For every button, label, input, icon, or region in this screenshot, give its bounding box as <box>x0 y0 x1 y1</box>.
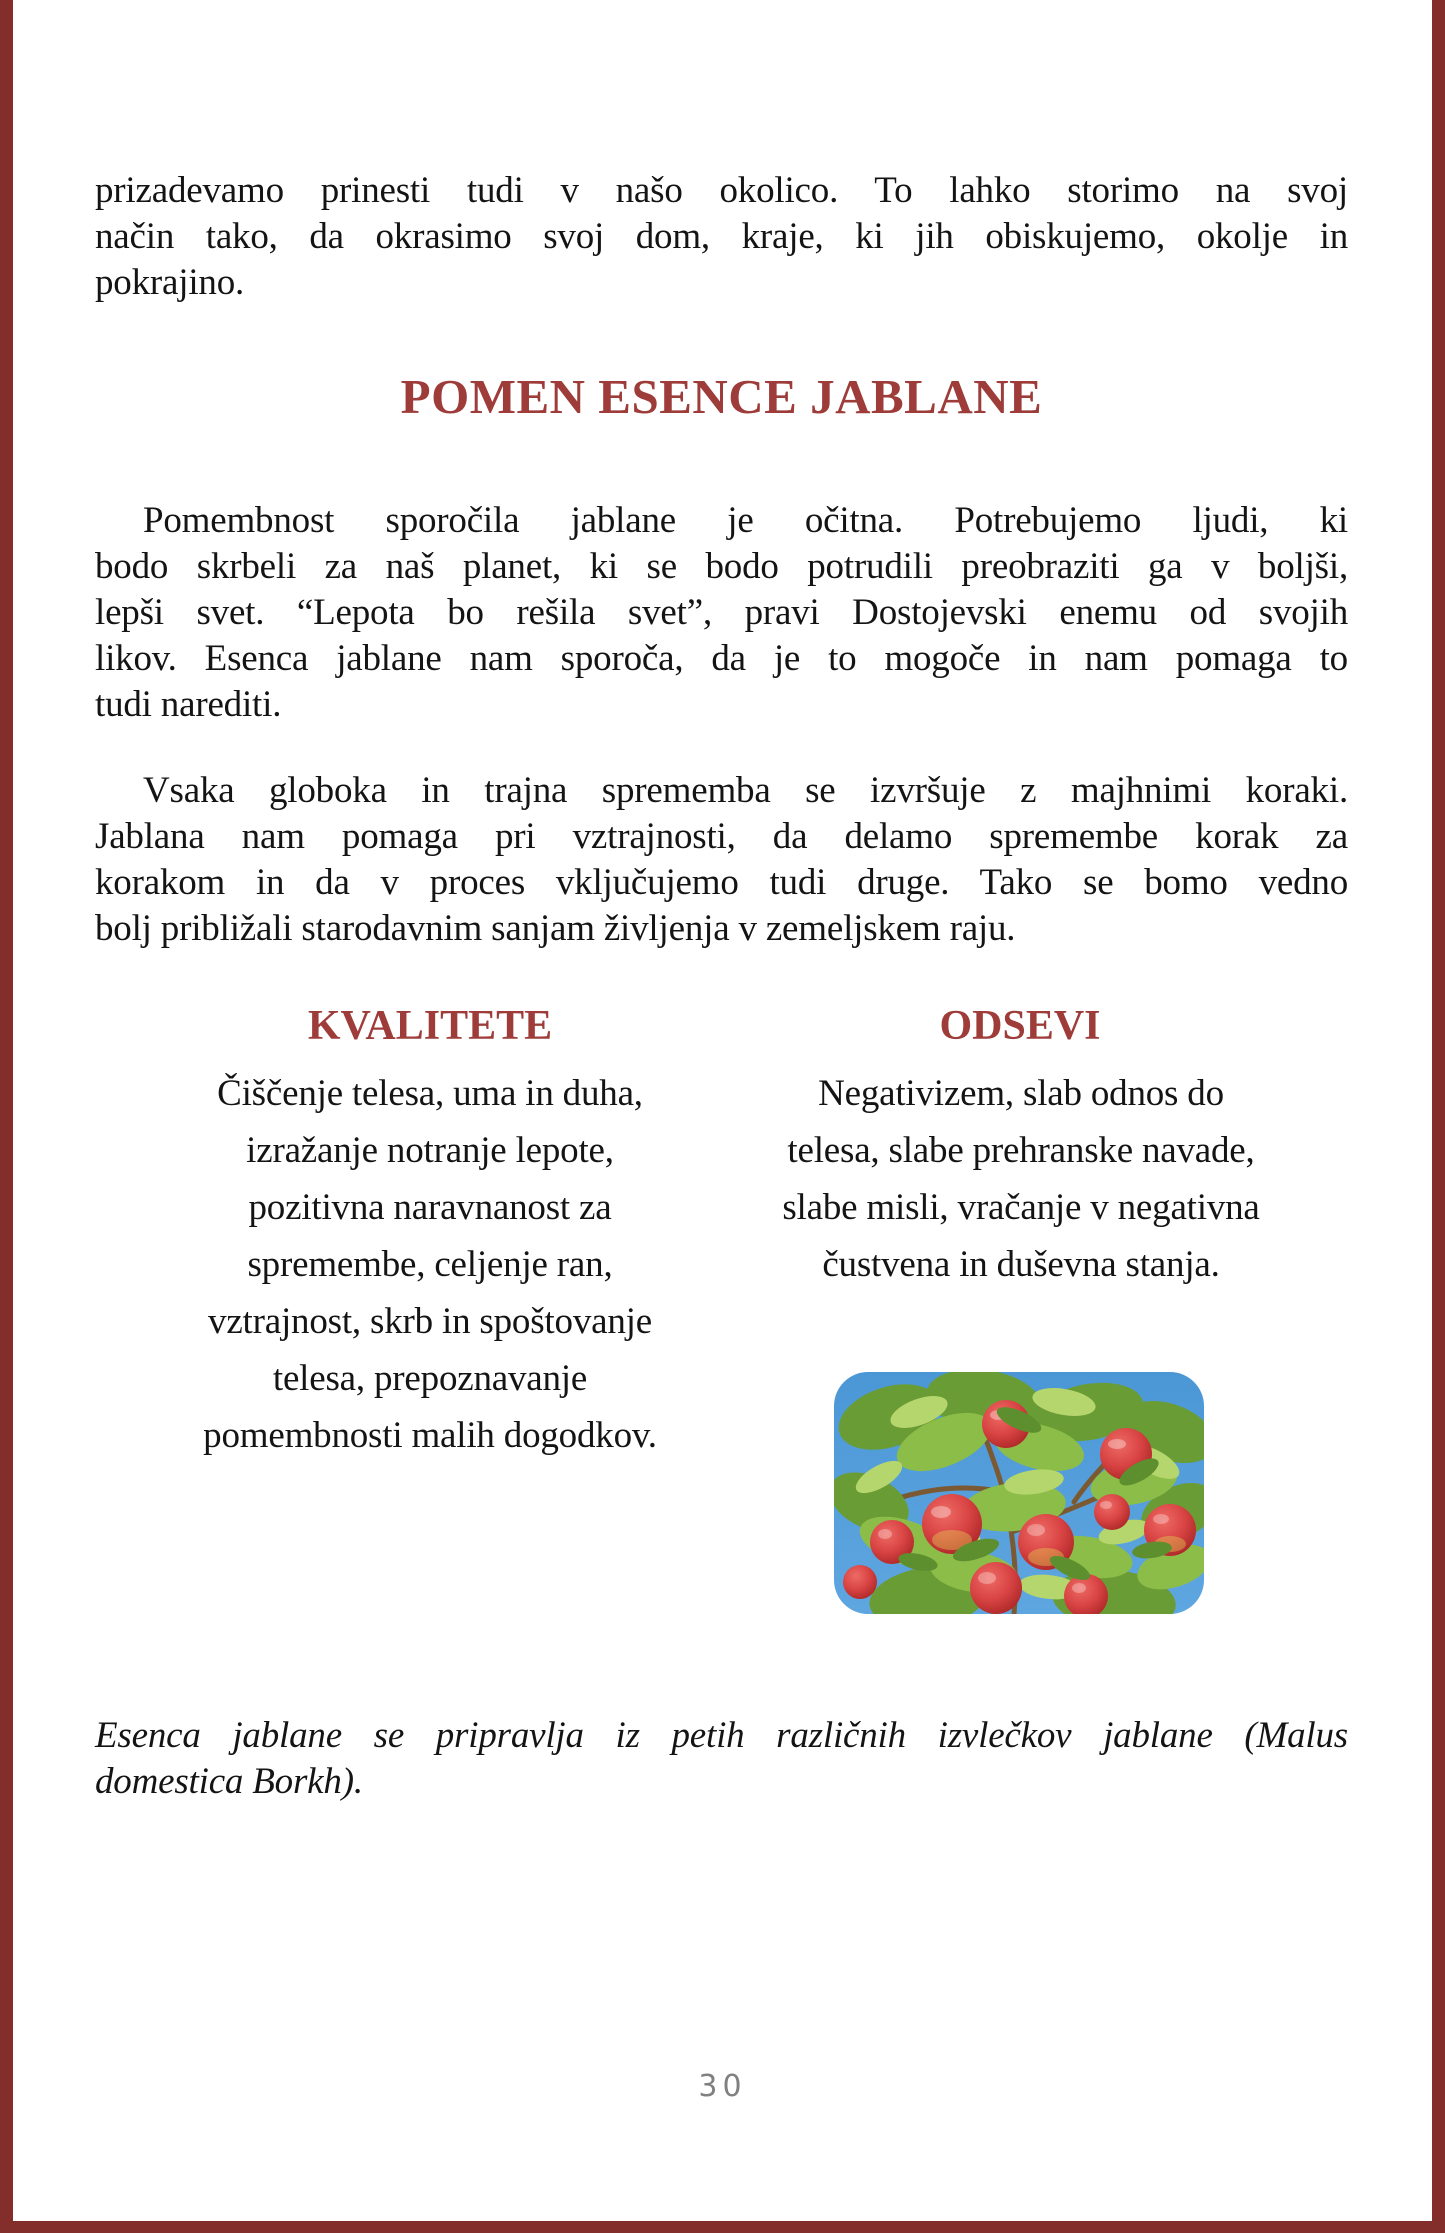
text-line: pomembnosti malih dogodkov. <box>203 1415 657 1456</box>
text-line: Čiščenje telesa, uma in duha, <box>217 1073 643 1114</box>
text-line: način tako, da okrasimo svoj dom, kraje, ki jih obiskujemo, okolje in <box>95 216 1348 257</box>
text-line: izražanje notranje lepote, <box>246 1130 614 1171</box>
section-title: POMEN ESENCE JABLANE <box>400 369 1043 424</box>
text-line: bodo skrbeli za naš planet, ki se bodo potrudili preobraziti ga v boljši, <box>95 546 1348 587</box>
text-line: likov. Esenca jablane nam sporoča, da je to mogoče in nam pomaga to <box>95 638 1348 679</box>
text-line: telesa, slabe prehranske navade, <box>787 1130 1255 1171</box>
apple-tree-photo <box>834 1372 1204 1614</box>
text-line: pokrajino. <box>95 262 245 303</box>
text-line: vztrajnost, skrb in spoštovanje <box>208 1301 652 1342</box>
text-line: pozitivna naravnanost za <box>248 1187 612 1228</box>
left-border-stripe <box>0 0 13 2233</box>
text-line: telesa, prepoznavanje <box>272 1358 588 1399</box>
section-paragraph-1 <box>95 498 1348 728</box>
reflections-column-text <box>715 1065 1327 1293</box>
page-number: 30 <box>698 2069 747 2104</box>
qualities-column-text <box>125 1065 735 1464</box>
text-line: tudi narediti. <box>95 684 282 725</box>
text-line: Jablana nam pomaga pri vztrajnosti, da delamo spremembe korak za <box>95 816 1348 857</box>
text-line: domestica Borkh). <box>95 1761 363 1802</box>
section-paragraph-2 <box>95 768 1348 952</box>
text-line: spremembe, celjenje ran, <box>247 1244 613 1285</box>
text-line: Negativizem, slab odnos do <box>818 1073 1224 1114</box>
text-line: bolj približali starodavnim sanjam življenja v zemeljskem raju. <box>95 908 1016 949</box>
reflections-column-title: ODSEVI <box>939 1003 1101 1049</box>
text-line: slabe misli, vračanje v negativna <box>782 1187 1260 1228</box>
right-border-stripe <box>1432 0 1445 2233</box>
bottom-border-stripe <box>0 2221 1445 2233</box>
text-line: lepši svet. “Lepota bo rešila svet”, pravi Dostojevski enemu od svojih <box>95 592 1348 633</box>
qualities-column-title: KVALITETE <box>307 1003 553 1049</box>
text-line: Esenca jablane se pripravlja iz petih različnih izvlečkov jablane (Malus <box>95 1715 1348 1756</box>
text-line: Pomembnost sporočila jablane je očitna. Potrebujemo ljudi, ki <box>143 500 1348 541</box>
text-line: korakom in da v proces vključujemo tudi druge. Tako se bomo vedno <box>95 862 1348 903</box>
footnote-paragraph <box>95 1713 1348 1805</box>
intro-paragraph <box>95 168 1348 306</box>
text-line: čustvena in duševna stanja. <box>822 1244 1220 1285</box>
text-line: prizadevamo prinesti tudi v našo okolico. To lahko storimo na svoj <box>95 170 1348 211</box>
text-line: Vsaka globoka in trajna sprememba se izvršuje z majhnimi koraki. <box>143 770 1348 811</box>
